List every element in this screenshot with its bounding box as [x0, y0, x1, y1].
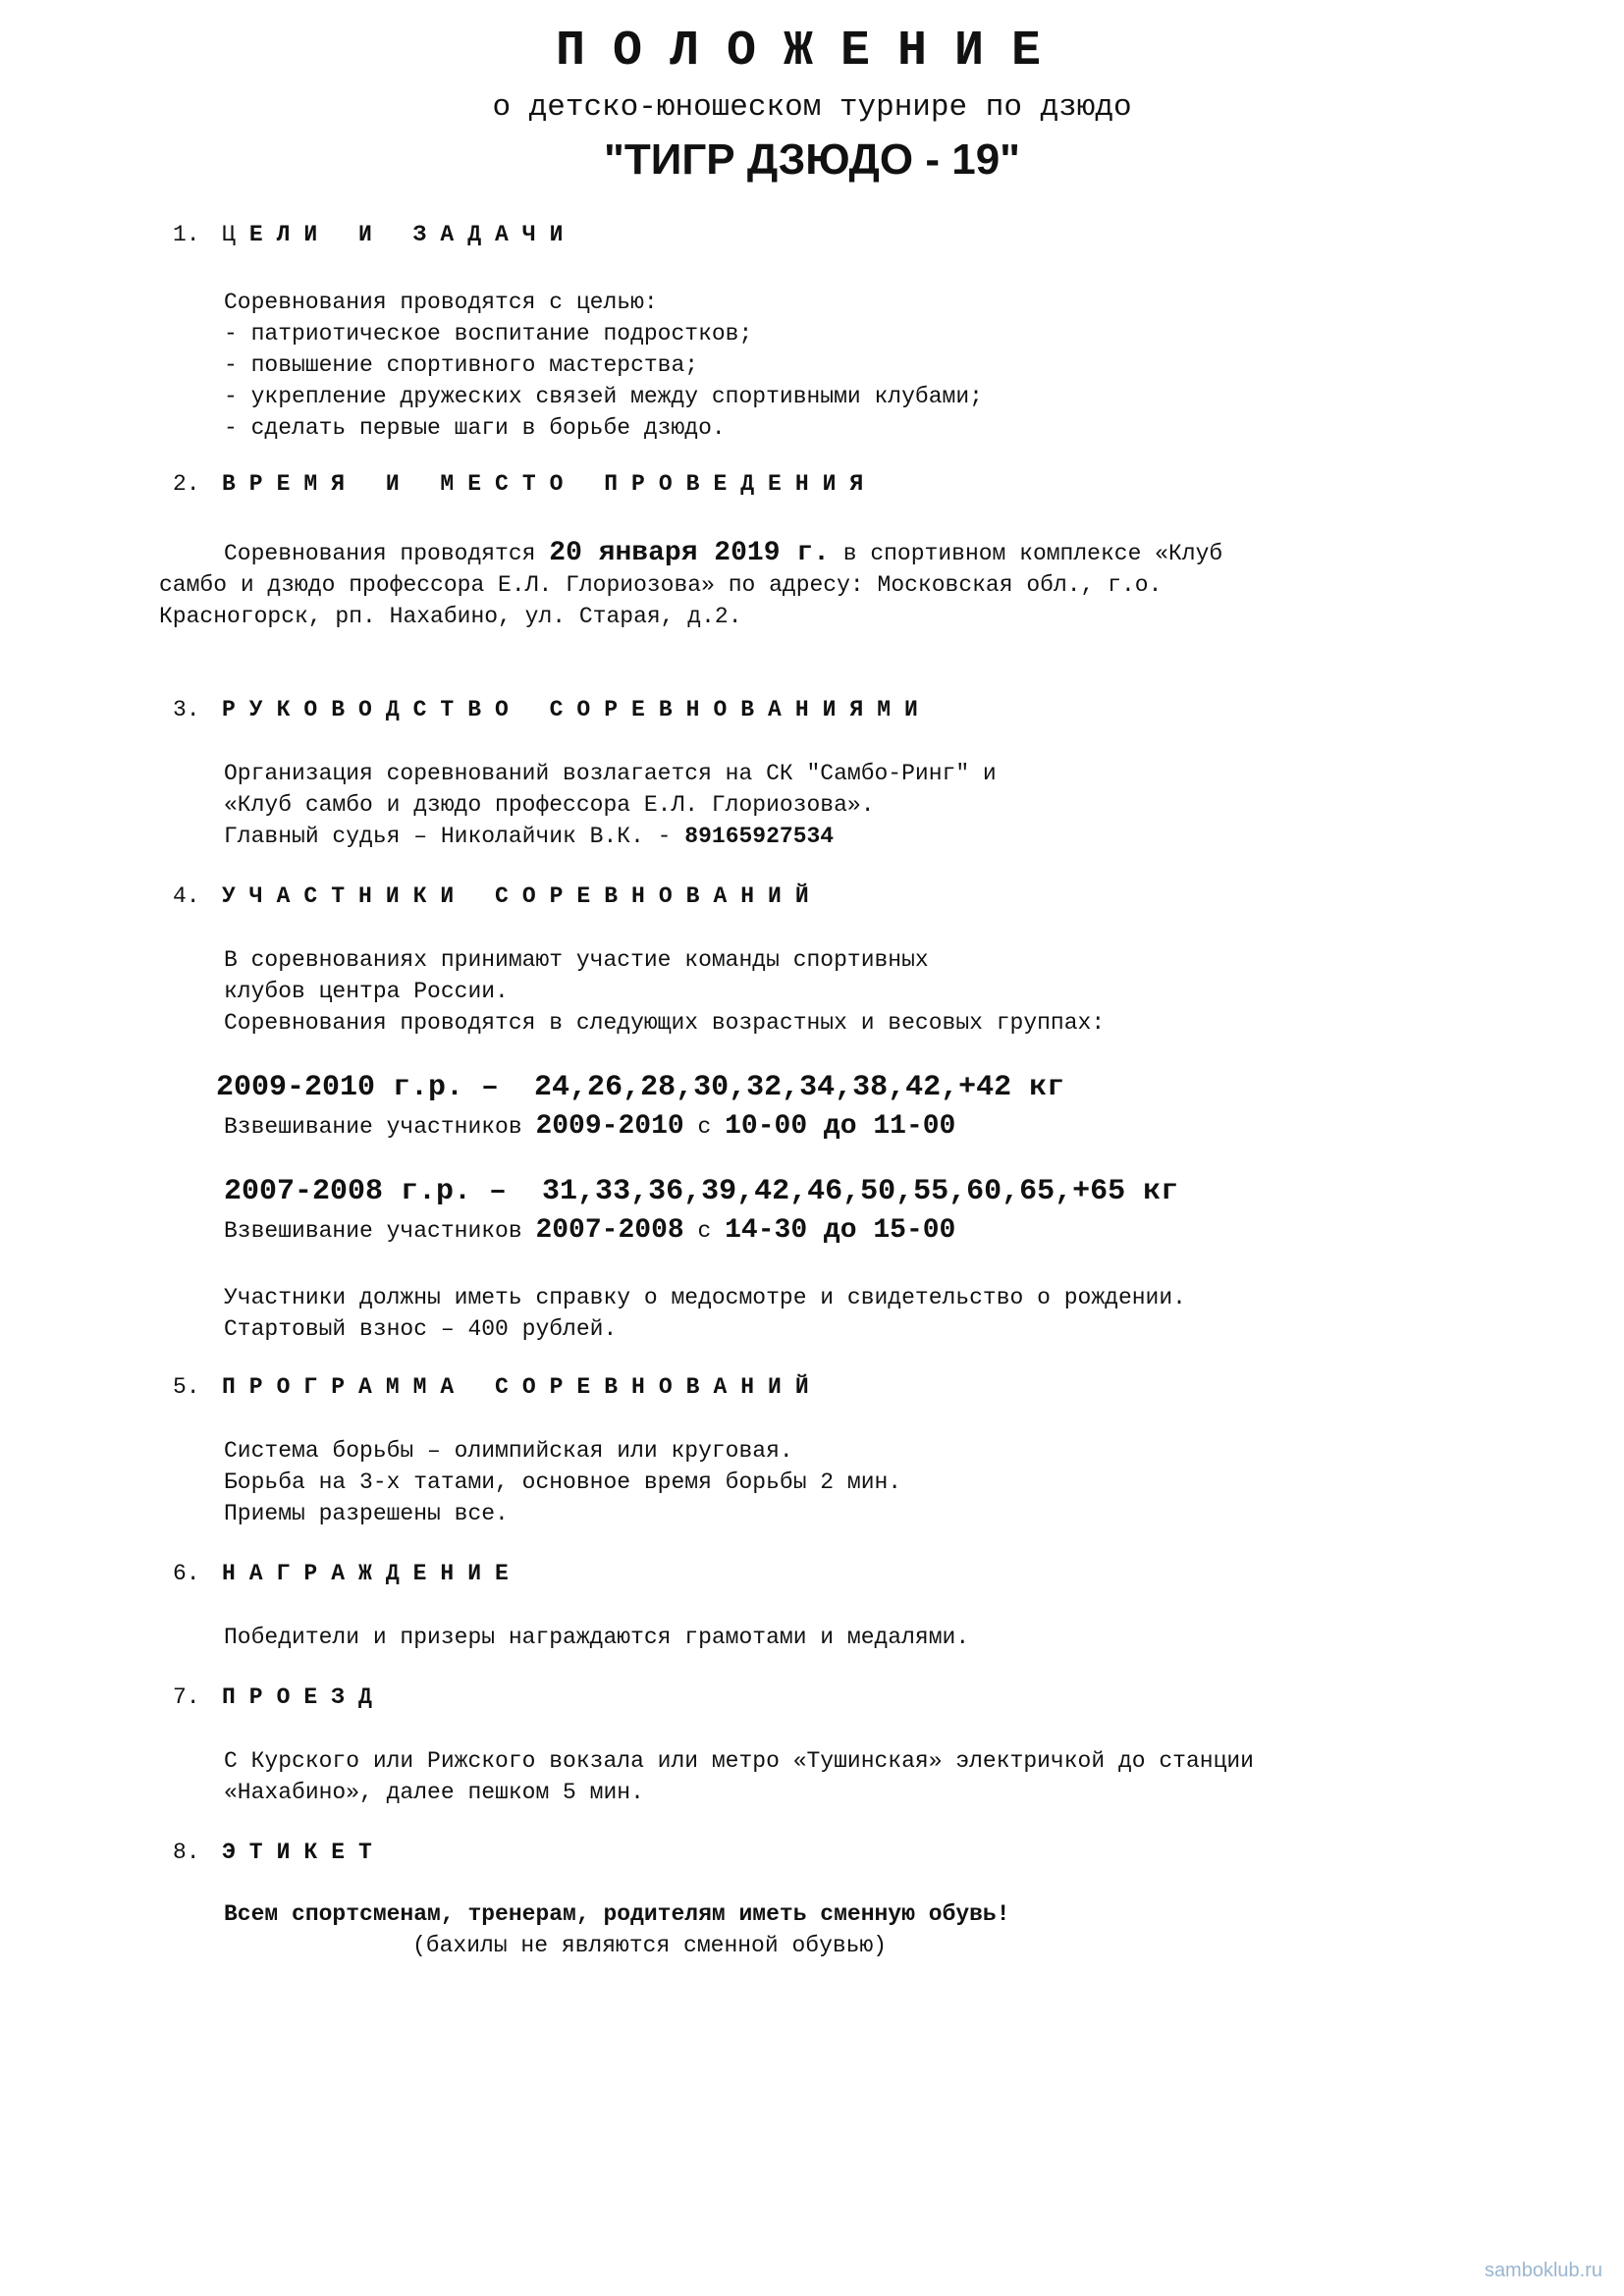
section-8-number: 8. — [173, 1840, 200, 1865]
age-group-2: 2007-2008 г.р. – 31,33,36,39,42,46,50,55,60,65,+65 кг — [224, 1175, 1179, 1208]
chief-judge-label: Главный судья – Николайчик В.К. - — [224, 824, 685, 849]
section-2-title: ВРЕМЯ И МЕСТО ПРОВЕДЕНИЯ — [222, 471, 878, 497]
section-1-item: - патриотическое воспитание подростков; — [224, 321, 753, 347]
age-group-1: 2009-2010 г.р. – 24,26,28,30,32,34,38,42,+42 кг — [216, 1071, 1065, 1104]
section-4-title: УЧАСТНИКИ СОРЕВНОВАНИЙ — [222, 883, 823, 909]
section-4-line-3: Соревнования проводятся в следующих возрастных и весовых группах: — [224, 1010, 1106, 1036]
section-4-note-2: Стартовый взнос – 400 рублей. — [224, 1316, 618, 1342]
section-8-title: ЭТИКЕТ — [222, 1840, 386, 1865]
section-2-line-3: Красногорск, рп. Нахабино, ул. Старая, д.2. — [159, 604, 742, 629]
weigh-in-time: 10-00 до 11-00 — [725, 1111, 956, 1142]
section-5-line-3: Приемы разрешены все. — [224, 1501, 509, 1526]
section-1-intro: Соревнования проводятся с целью: — [224, 290, 658, 315]
etiquette-notice: Всем спортсменам, тренерам, родителям иметь сменную обувь! — [224, 1901, 1010, 1927]
etiquette-note: (бахилы не являются сменной обувью) — [412, 1933, 888, 1958]
weigh-in-1 — [224, 1109, 955, 1145]
section-2-text: Соревнования проводятся — [224, 541, 550, 566]
section-1-title-first-letter: Ц — [222, 222, 249, 247]
phone-number: 89165927534 — [684, 824, 835, 849]
section-2-text: в спортивном комплексе «Клуб — [829, 541, 1223, 566]
section-5-line-2: Борьба на 3-х татами, основное время борьбы 2 мин. — [224, 1469, 902, 1495]
weigh-in-group: 2007-2008 — [535, 1215, 684, 1246]
section-3-title: РУКОВОДСТВО СОРЕВНОВАНИЯМИ — [222, 697, 932, 722]
section-4-line-2: клубов центра России. — [224, 979, 509, 1004]
section-4-note-1: Участники должны иметь справку о медосмотре и свидетельство о рождении. — [224, 1285, 1186, 1310]
document-subtitle: о детско-юношеском турнире по дзюдо — [492, 90, 1132, 125]
section-1-title — [222, 222, 576, 247]
section-1-title-rest: ЕЛИ И ЗАДАЧИ — [248, 222, 577, 247]
section-3-line-3 — [224, 821, 834, 852]
section-6-number: 6. — [173, 1561, 200, 1586]
weigh-in-text: с — [683, 1218, 726, 1244]
watermark: samboklub.ru — [1484, 2260, 1602, 2281]
weigh-in-2 — [224, 1213, 955, 1249]
section-6-line-1: Победители и призеры награждаются грамотами и медалями. — [224, 1625, 970, 1650]
event-date: 20 января 2019 г. — [549, 538, 830, 568]
weigh-in-label: Взвешивание участников — [224, 1114, 536, 1140]
section-7-line-2: «Нахабино», далее пешком 5 мин. — [224, 1780, 644, 1805]
section-1-item: - сделать первые шаги в борьбе дзюдо. — [224, 415, 726, 441]
document-title: ПОЛОЖЕНИЕ — [555, 24, 1069, 80]
section-1-item: - укрепление дружеских связей между спортивными клубами; — [224, 384, 983, 409]
event-name: "ТИГР ДЗЮДО - 19" — [603, 135, 1021, 184]
section-6-title: НАГРАЖДЕНИЕ — [222, 1561, 522, 1586]
section-2-number: 2. — [173, 471, 200, 497]
section-2-line-2: самбо и дзюдо профессора Е.Л. Глориозова» по адресу: Московская обл., г.о. — [159, 572, 1163, 598]
weigh-in-label: Взвешивание участников — [224, 1218, 536, 1244]
weigh-in-time: 14-30 до 15-00 — [725, 1215, 956, 1246]
section-3-line-1: Организация соревнований возлагается на СК "Самбо-Ринг" и — [224, 761, 997, 786]
section-7-line-1: С Курского или Рижского вокзала или метро «Тушинская» электричкой до станции — [224, 1748, 1254, 1774]
section-1-item: - повышение спортивного мастерства; — [224, 352, 699, 378]
section-7-title: ПРОЕЗД — [222, 1684, 386, 1710]
section-7-number: 7. — [173, 1684, 200, 1710]
section-3-number: 3. — [173, 697, 200, 722]
section-5-line-1: Система борьбы – олимпийская или круговая. — [224, 1438, 793, 1464]
section-2-line-1 — [224, 538, 1222, 569]
section-1-number: 1. — [173, 222, 200, 247]
section-4-line-1: В соревнованиях принимают участие команды спортивных — [224, 947, 929, 973]
weigh-in-text: с — [683, 1114, 726, 1140]
section-4-number: 4. — [173, 883, 200, 909]
section-5-number: 5. — [173, 1374, 200, 1400]
section-3-line-2: «Клуб самбо и дзюдо профессора Е.Л. Глориозова». — [224, 792, 875, 818]
section-5-title: ПРОГРАММА СОРЕВНОВАНИЙ — [222, 1374, 823, 1400]
weigh-in-group: 2009-2010 — [535, 1111, 684, 1142]
